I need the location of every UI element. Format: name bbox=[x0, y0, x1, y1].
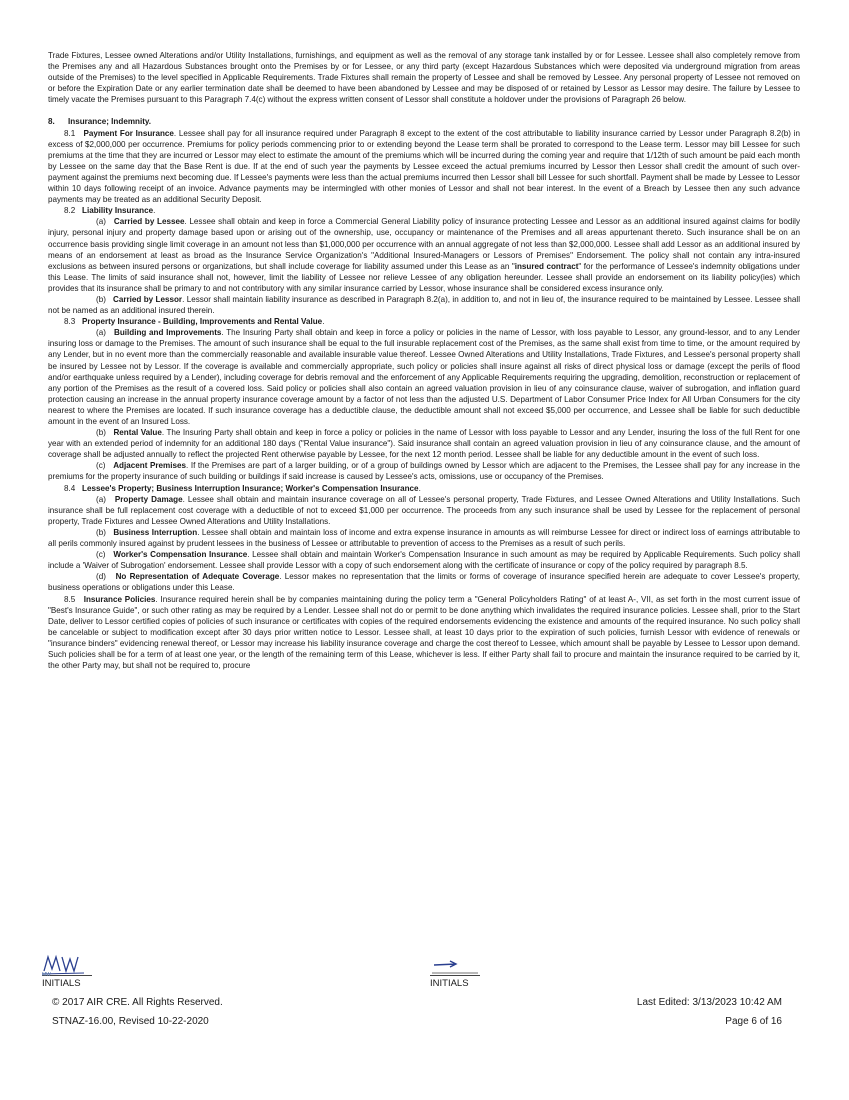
footer-left-text bbox=[52, 993, 223, 1031]
clause-number: (b) bbox=[96, 527, 106, 537]
clause-number: (d) bbox=[96, 572, 106, 582]
section-title: Insurance; Indemnity. bbox=[68, 117, 152, 127]
signature-small-caption: MW bbox=[42, 972, 51, 978]
clause-text: . Lessee shall obtain and maintain Worker's Compensation Insurance in such amount as may be required by Applicable Requirements. Such policy shall include a 'Waiver of Subrogation' endorsement. Lessee shall provide Lessor with a copy of such endorsement along with the certificate of insurance or copy of the policy required by paragraph 8.5. bbox=[48, 550, 800, 571]
copyright-notice: © 2017 AIR CRE. All Rights Reserved. bbox=[52, 997, 223, 1008]
clause-emphasis: insured contract bbox=[514, 261, 579, 271]
paragraph-8-4c bbox=[48, 549, 800, 571]
clause-number: (a) bbox=[96, 217, 106, 227]
paragraph-8-3a bbox=[48, 327, 800, 427]
paragraph-8-4a bbox=[48, 494, 800, 527]
clause-text: . Lessor shall maintain liability insurance as described in Paragraph 8.2(a), in addition to, and not in lieu of, the insurance required to be maintained by Lessee. Lessee shall not be named as an additional insured therein. bbox=[48, 294, 800, 316]
page-footer bbox=[42, 953, 802, 1073]
paragraph-8-4: 8.4 Lessee's Property; Business Interruption Insurance; Worker's Compensation Insurance. bbox=[64, 483, 421, 493]
clause-text: . Lessor makes no representation that the limits or forms of coverage of insurance specified herein are adequate to cover Lessee's property, business operations or obligations under this Lease. bbox=[48, 572, 801, 593]
clause-title: Business Interruption bbox=[113, 527, 198, 537]
paragraph-8-3: 8.3 Property Insurance - Building, Improvements and Rental Value. bbox=[64, 317, 325, 327]
handwritten-initials-signature bbox=[42, 953, 132, 978]
clause-number: 8.4 bbox=[64, 483, 76, 493]
signature-scribble-icon bbox=[42, 953, 102, 977]
clause-title: Insurance Policies bbox=[83, 594, 156, 604]
paragraph-8-5 bbox=[48, 594, 800, 672]
clause-number: 8.2 bbox=[64, 206, 76, 216]
clause-title: Carried by Lessee bbox=[113, 217, 185, 227]
clause-text: . Lessee shall obtain and keep in force a Commercial General Liability policy of insurance protecting Lessee and Lessor as an additional insured against claims for bodily injury, personal injury and property damage based upon or arising out of the ownership, use, occupancy or maintenance of the Premises and all areas appurtenant thereto. Such insurance shall be on an occurrence basis providing single limit coverage in an amount not less than $1,000,000 per occurrence with an annual aggregate of not less than $2,000,000. Lessee shall add Lessor as an additional insured by means of an endorsement at least as broad as the Insurance Service Organization's "Additional Insured-Managers or Lessors of Premises" Endorsement. The policy shall not contain any intra-insured exclusions as between insured persons or organizations, but shall include coverage for liability assumed under this Lease as an " bbox=[48, 217, 801, 271]
paragraph-8-2b bbox=[48, 294, 800, 316]
initials-label: INITIALS bbox=[430, 978, 469, 989]
paragraph-8-2: 8.2 Liability Insurance. bbox=[64, 206, 156, 216]
clause-number: 8.3 bbox=[64, 317, 76, 327]
clause-title: Carried by Lessor bbox=[113, 294, 183, 304]
lessor-initials-block bbox=[42, 953, 132, 989]
clause-number: (c) bbox=[96, 550, 106, 560]
last-edited-timestamp: Last Edited: 3/13/2023 10:42 AM bbox=[636, 997, 782, 1008]
initials-label: INITIALS bbox=[42, 978, 81, 989]
lessee-initials-block bbox=[430, 953, 520, 989]
handwritten-initials-signature bbox=[430, 953, 520, 975]
clause-title: Property Insurance - Building, Improvements and Rental Value bbox=[82, 317, 323, 327]
clause-title: Worker's Compensation Insurance bbox=[113, 550, 248, 560]
paragraph-8-3b bbox=[48, 427, 800, 460]
clause-title: Building and Improvements bbox=[113, 328, 222, 338]
clause-number: 8.1 bbox=[64, 128, 76, 138]
clause-number: (a) bbox=[96, 494, 106, 504]
clause-text: . The Insuring Party shall obtain and keep in force a policy or policies in the name of Lessor, with loss payable to Lessor, any ground-lessor, and to any Lender insuring loss or damage to the Premises. The amount of such insurance shall be equal to the full insurable replacement cost of the Premises, as the same shall exist from time to time, or the amount required by any Lender, but in no event more than the commercially reasonable and available insurable value thereof. Lessee Owned Alterations and Utility Installations, Trade Fixtures, and Lessee's personal property shall be insured by Lessee not by Lessor. If the coverage is available and commercially appropriate, such policy or policies shall insure against all risks of direct physical loss or damage (except the perils of flood and/or earthquake unless required by a Lender), including coverage for debris removal and the enforcement of any Applicable Requirements requiring the upgrading, demolition, reconstruction or replacement of any portion of the Premises as the result of a covered loss. Said policy or policies shall also contain an agreed valuation provision in lieu of any coinsurance clause, waiver of subrogation, and inflation guard protection causing an increase in the annual property insurance coverage amount by a factor of not less than the adjusted U.S. Department of Labor Consumer Price Index for All Urban Consumers for the city nearest to where the Premises are located. If such insurance coverage has a deductible clause, the deductible amount shall not exceed $5,000 per occurrence, and Lessee shall be liable for such deductible amount in the event of an Insured Loss. bbox=[48, 328, 800, 426]
clause-number: (c) bbox=[96, 461, 106, 471]
clause-text: . The Insuring Party shall obtain and keep in force a policy or policies in the name of Lessor with loss payable to Lessor and any Lender, insuring the loss of the full Rent for one year with an extended period of indemnity for an additional 180 days ("Rental Value insurance"). Said insurance shall contain an agreed valuation provision in lieu of any coinsurance clause, and the amount of coverage shall be adjusted annually to reflect the projected Rent otherwise payable by Lessee, for the next 12 month period. Lessee shall be liable for any deductible amount in the event of such loss. bbox=[48, 428, 800, 460]
clause-title: Property Damage bbox=[114, 494, 183, 504]
clause-text: . Lessee shall obtain and maintain loss of income and extra expense insurance in amounts as will reimburse Lessee for direct or indirect loss of earnings attributable to all perils commonly insured against by prudent lessees in the business of Lessee or attributable to prevention of access to the Premises as a result of such perils. bbox=[48, 527, 801, 549]
document-body bbox=[48, 50, 800, 671]
clause-number: 8.5 bbox=[64, 594, 76, 604]
paragraph-8-4b bbox=[48, 527, 800, 549]
clause-title: No Representation of Adequate Coverage bbox=[115, 572, 280, 582]
paragraph-7-4c-continuation: Trade Fixtures, Lessee owned Alterations and/or Utility Installations, furnishings, and equipment as well as the removal of any storage tank installed by or for Lessee. Lessee shall also completely remove from the Premises any and all Hazardous Substances brought onto the Premises by or for Lessee, or any third party (except Hazardous Substances which were deposited via underground migration from areas outside of the Premises) to the level specified in Applicable Requirements. Trade Fixtures shall remain the property of Lessee and shall be removed by Lessee. Any personal property of Lessee not removed on or before the Expiration Date or any earlier termination date shall be deemed to have been abandoned by Lessee and may be disposed of or retained by Lessor as Lessor may desire. The failure by Lessee to timely vacate the Premises pursuant to this Paragraph 7.4(c) without the express written consent of Lessor shall constitute a holdover under the provisions of Paragraph 26 below. bbox=[48, 51, 800, 105]
clause-text: . Lessee shall pay for all insurance required under Paragraph 8 except to the extent of the cost attributable to liability insurance carried by Lessor under Paragraph 8.2(b) in excess of $2,000,000 per occurrence. Premiums for policy periods commencing prior to or extending beyond the Lease term shall be prorated to correspond to the Lease term. Lessor may bill Lessee for such premiums at the time that they are incurred or Lessor may elect to estimate the amount of the premiums which will be incurred during the coming year and require that 1/12th of such amount be paid each month by Lessee on the same day that the Base Rent is due. If at the end of such year the payments by Lessee exceed the actual premiums incurred by Lessor then Lessor shall credit the amount of such over-payment against the premiums next becoming due. If Lessee's payments were less than the actual premiums incurred then Lessor shall bill Lessee for such shortfall. Payment shall be made by Lessee to Lessor within 10 days following receipt of an invoice. Advance payments may be intermingled with other monies of Lessor and shall not bear interest. In the event of a Breach by Lessee then any such advance payments may be treated as an additional Security Deposit. bbox=[48, 128, 800, 205]
clause-text-continued: " for the performance of Lessee's indemnity obligations under this Lease. The limits of said insurance shall not, however, limit the liability of Lessee nor relieve Lessee of any obligation hereunder. Lessee shall provide an endorsement on its liability policy(ies) which provides that its insurance shall be primary to and not contributory with any similar insurance carried by Lessor, whose insurance shall be considered excess insurance only. bbox=[48, 261, 800, 293]
clause-number: (a) bbox=[96, 328, 106, 338]
clause-title: Adjacent Premises bbox=[113, 461, 186, 471]
paragraph-8-2a bbox=[48, 216, 800, 294]
page-number: Page 6 of 16 bbox=[725, 1016, 782, 1027]
clause-text: . Lessee shall obtain and maintain insurance coverage on all of Lessee's personal property, Trade Fixtures, and Lessee Owned Alterations and Utility Installations. Such insurance shall be full replacement cost coverage with a deductible of not to exceed $1,000 per occurrence. The proceeds from any such insurance shall be used by Lessee for the replacement of personal property, Trade Fixtures and Lessee Owned Alterations and Utility Installations. bbox=[48, 494, 800, 526]
clause-text: . If the Premises are part of a larger building, or of a group of buildings owned by Lessor which are adjacent to the Premises, the Lessee shall pay for any increase in the premiums for the property insurance of such building or buildings if said increase is caused by Lessee's acts, omissions, use or occupancy of the Premises. bbox=[48, 461, 801, 482]
clause-number: (b) bbox=[96, 428, 106, 438]
section-8-heading bbox=[48, 116, 800, 127]
clause-title: Liability Insurance bbox=[82, 206, 154, 216]
clause-title: Lessee's Property; Business Interruption Insurance; Worker's Compensation Insurance bbox=[82, 483, 419, 493]
clause-text: . Insurance required herein shall be by companies maintaining during the policy term a "General Policyholders Rating" of at least A-, VII, as set forth in the most current issue of "Best's Insurance Guide", or such other rating as may be required by a Lender. Lessee shall not do or permit to be done anything which invalidates the required insurance policies. Lessee shall, prior to the Start Date, deliver to Lessor certified copies of policies of such insurance or certificates with copies of the required endorsements evidencing the existence and amounts of the required insurance. No such policy shall be cancelable or subject to modification except after 30 days prior written notice to Lessor. Lessee shall, at least 10 days prior to the expiration of such policies, furnish Lessor with evidence of renewals or "insurance binders" evidencing renewal thereof, or Lessor may increase his liability insurance coverage and charge the cost thereof to Lessee, which amount shall be payable by Lessee to Lessor upon demand. Such policies shall be for a term of at least one year, or the length of the remaining term of this Lease, whichever is less. If either Party shall fail to procure and maintain the insurance required to be carried by it, the other Party may, but shall not be required to, procure bbox=[48, 594, 801, 671]
paragraph-8-4d bbox=[48, 571, 800, 593]
clause-number: (b) bbox=[96, 294, 106, 304]
paragraph-8-1 bbox=[48, 128, 800, 206]
section-number: 8. bbox=[48, 117, 55, 127]
form-identifier: STNAZ-16.00, Revised 10-22-2020 bbox=[52, 1016, 209, 1027]
clause-title: Rental Value bbox=[113, 428, 162, 438]
clause-title: Payment For Insurance bbox=[83, 128, 174, 138]
paragraph-8-3c bbox=[48, 460, 800, 482]
footer-right-text bbox=[637, 993, 782, 1031]
signature-scribble-icon bbox=[430, 953, 490, 977]
